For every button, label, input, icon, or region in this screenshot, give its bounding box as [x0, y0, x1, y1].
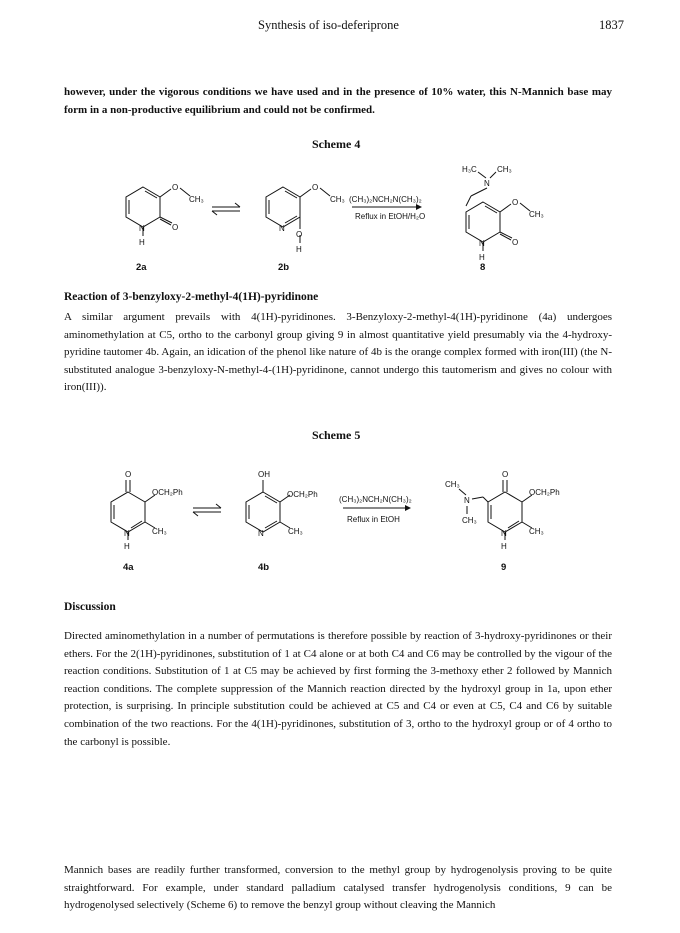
scheme-4-reagent: (CH₃)₂NCH₂N(CH₃)₂ [349, 195, 422, 204]
atom-o-2a: O [172, 183, 179, 192]
atom-h-2a: H [139, 238, 145, 247]
compound-label-2a: 2a [136, 262, 147, 273]
compound-label-9: 9 [501, 562, 507, 573]
atom-ch3-2b: CH₃ [330, 195, 345, 204]
compound-4a-structure [111, 470, 183, 551]
atom-n-amine-8: N [484, 179, 490, 188]
scheme-5-reagent: (CH₃)₂NCH₂N(CH₃)₂ [339, 495, 412, 504]
atom-h3c-8: H₃C [462, 165, 477, 174]
compound-label-8: 8 [480, 262, 486, 273]
scheme-4-figure [0, 150, 680, 275]
page-number: 1837 [599, 18, 624, 32]
intro-paragraph: however, under the vigorous conditions we have used and in the presence of 10% water, this N-Mannich base may form in a non-productive equilibrium and could not be confirmed. [64, 86, 612, 116]
discussion-paragraph-2: Mannich bases are readily further transformed, conversion to the methyl group by hydrogenolysis proving to be quite straightforward. For example, under standard palladium catalysed transfer hydrogenolysis conditions, 9 can be hydrogenolysed selectively (Scheme 6) to remove the benzyl group without cleaving the Mannich [64, 864, 612, 912]
atom-n-4b: N [258, 529, 264, 538]
page-header [0, 18, 680, 34]
atom-ch3-amine-lower-9: CH₃ [462, 516, 477, 525]
discussion-heading: Discussion [64, 601, 116, 613]
compound-9-structure [445, 470, 560, 551]
atom-h-4a: H [124, 542, 130, 551]
scheme-4-title: Scheme 4 [312, 137, 361, 151]
section-paragraph: A similar argument prevails with 4(1H)-pyridinones. 3-Benzyloxy-2-methyl-4(1H)-pyridinone (4a) undergoes aminomethylation at C5, ortho to the carbonyl group giving 9 in almost quantitative yield presumably via the 4-hydroxy-pyridine tautomer 4b. Again, an idication of the phenol like nature of 4b is the orange complex formed with iron(III) (the N-substituted analogue 3-benzyloxy-N-methyl-4-(1H)-pyridinone, cannot undergo this tautomerism and gives no colour with iron(III)). [64, 311, 612, 394]
atom-h-8: H [479, 253, 485, 262]
atom-ch3-amine-9: CH₃ [445, 480, 460, 489]
atom-och2ph-4a: OCH₂Ph [152, 488, 183, 497]
running-title: Synthesis of iso-deferiprone [258, 18, 399, 32]
atom-o-2b: O [312, 183, 319, 192]
atom-n-2b: N [279, 224, 285, 233]
atom-o-carbonyl-8: O [512, 238, 519, 247]
scheme-5-title: Scheme 5 [312, 428, 361, 442]
atom-ch3-top-8: CH₃ [497, 165, 512, 174]
atom-o-4a: O [125, 470, 132, 479]
atom-n-9: N [501, 529, 507, 538]
compound-2b-structure [266, 183, 345, 254]
compound-label-2b: 2b [278, 262, 290, 273]
atom-h-2b: H [296, 245, 302, 254]
scheme-4-conditions: Reflux in EtOH/H₂O [355, 212, 426, 221]
atom-o-9: O [502, 470, 509, 479]
atom-ch3-2a: CH₃ [189, 195, 204, 204]
atom-h-9: H [501, 542, 507, 551]
atom-o-8: O [512, 198, 519, 207]
compound-label-4a: 4a [123, 562, 134, 573]
atom-och2ph-9: OCH₂Ph [529, 488, 560, 497]
compound-2a-structure [126, 183, 204, 247]
discussion-paragraph-1: Directed aminomethylation in a number of permutations is therefore possible by reaction of 3-hydroxy-pyridinones or their ethers. For the 2(1H)-pyridinones, substitution of 1 at C4 alone or at both C4 and C6 may be controlled by the vigour of the reaction conditions. Substitution of 1 at C5 may be achieved by first forming the 3-methoxy ether 2 followed by Mannich reaction conditions. The complete suppression of the Mannich reaction directed by the hydroxyl group in 1a, upon ether protection, is surprising. In principle substitution could be achieved at C5 and C4 or even at C5, C4 and C6 by suitable combination of the two reactions. For the 4(1H)-pyridinones, substitution of 3, ortho to the hydroxyl group or of 4 ortho to the carbonyl is possible. [64, 630, 612, 748]
atom-ch3-9: CH₃ [529, 527, 544, 536]
atom-ch3-4a: CH₃ [152, 527, 167, 536]
atom-ch3-8: CH₃ [529, 210, 544, 219]
section-heading: Reaction of 3-benzyloxy-2-methyl-4(1H)-pyridinone [64, 291, 319, 303]
reaction-arrow-5 [339, 495, 412, 524]
scheme-5-conditions: Reflux in EtOH [347, 515, 400, 524]
scheme-5-figure [0, 462, 680, 577]
atom-n-amine-9: N [464, 496, 470, 505]
reaction-arrow-4 [349, 195, 425, 221]
atom-o-carbonyl-2a: O [172, 223, 179, 232]
atom-oh-4b: OH [258, 470, 270, 479]
atom-ch3-4b: CH₃ [288, 527, 303, 536]
compound-label-4b: 4b [258, 562, 270, 573]
atom-n-2a: N [139, 224, 145, 233]
compound-4b-structure [246, 470, 318, 538]
atom-n-4a: N [124, 529, 130, 538]
atom-o-hydroxy-2b: O [296, 230, 303, 239]
equilibrium-arrow-4 [212, 203, 240, 215]
atom-och2ph-4b: OCH₂Ph [287, 490, 318, 499]
equilibrium-arrow-5 [193, 504, 221, 516]
atom-n-8: N [479, 239, 485, 248]
compound-8-structure [462, 165, 544, 262]
